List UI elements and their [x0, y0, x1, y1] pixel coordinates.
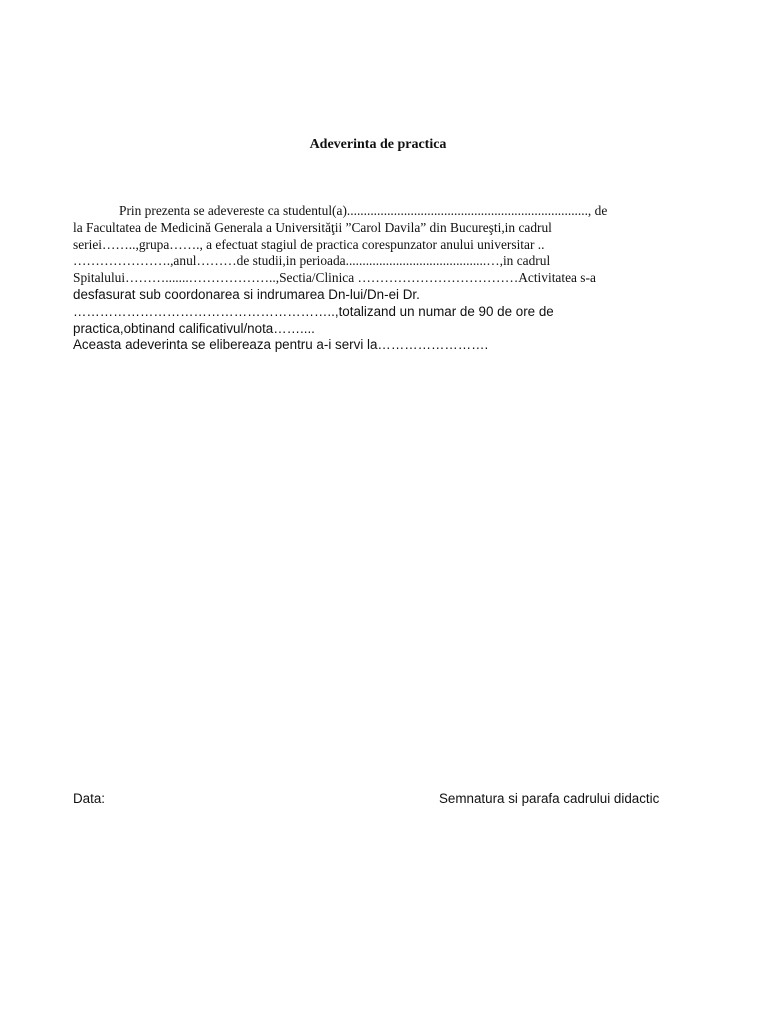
- signature-label: Semnatura si parafa cadrului didactic: [439, 791, 660, 806]
- date-label: Data:: [73, 791, 106, 806]
- body-line-9: Aceasta adeverinta se elibereaza pentru a-i servi la…………………….: [73, 337, 489, 353]
- document-body: [73, 203, 693, 354]
- body-line-1: Prin prezenta se adevereste ca studentul(a)........................................................................, de: [119, 203, 608, 218]
- body-line-3: seriei……..,grupa……., a efectuat stagiul de practica corespunzator anului universitar ..: [73, 236, 545, 252]
- body-line-6: desfasurat sub coordonarea si indrumarea Dn-lui/Dn-ei Dr.: [73, 286, 420, 302]
- body-line-4: ………………….,anul………de studii,in perioada..........................................…,in cadrul: [73, 253, 551, 269]
- body-line-2: la Facultatea de Medicină Generala a Universităţii ”Carol Davila” din Bucureşti,in cadrul: [73, 219, 552, 235]
- document-title: Adeverinta de practica: [309, 137, 447, 152]
- body-line-5: Spitalului……….......………………..,Sectia/Clinica ………………………………Activitatea s-a: [73, 270, 596, 286]
- body-line-7: …………………………………………………..,totalizand un numar de 90 de ore de: [73, 303, 554, 319]
- body-line-8: practica,obtinand calificativul/nota……....: [73, 320, 315, 336]
